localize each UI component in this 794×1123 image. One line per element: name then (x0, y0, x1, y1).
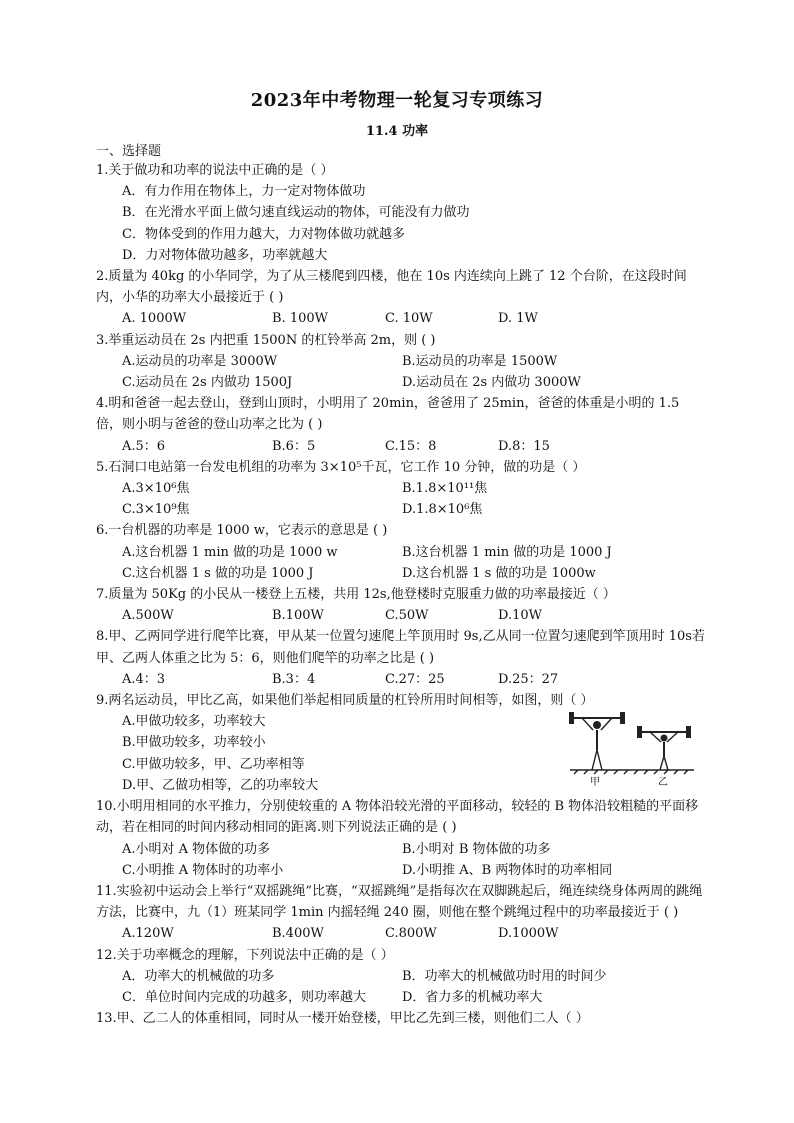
question-text: 3.举重运动员在 2s 内把重 1500N 的杠铃举高 2m，则 ( ) (96, 332, 436, 348)
question-5 (96, 457, 706, 521)
head-a (593, 721, 601, 729)
option-list (96, 351, 706, 393)
leg-a-left (592, 750, 597, 770)
option-a: A.甲做功较多，功率较大 (122, 714, 266, 730)
plate-a-right (620, 712, 625, 724)
option-a: A.3×10⁶焦 (122, 481, 190, 497)
option-a: A．功率大的机械做的功多 (122, 968, 275, 984)
option-b: B. 100W (272, 311, 328, 327)
question-text: 8.甲、乙两同学进行爬竿比赛，甲从某一位置匀速爬上竿顶用时 9s,乙从同一位置匀速爬到竿顶用时 10s若甲、乙两人体重之比为 5：6，则他们爬竿的功率之比是 ( ) (96, 629, 705, 666)
question-list (96, 160, 706, 1029)
question-9 (96, 690, 706, 796)
option-d: D．力对物体做功越多，功率就越大 (122, 247, 328, 263)
option-b: B.6：5 (272, 438, 316, 454)
option-c: C.这台机器 1 s 做的功是 1000 J (122, 565, 314, 581)
option-list (96, 605, 706, 626)
option-d: D.甲、乙做功相等，乙的功率较大 (122, 777, 319, 793)
option-list (96, 669, 706, 690)
option-list (96, 436, 706, 457)
option-a: A. 1000W (122, 311, 187, 327)
option-list (96, 839, 706, 881)
section-heading: 一、选择题 (96, 144, 162, 159)
option-c: C. 10W (385, 311, 433, 327)
option-list (96, 966, 706, 1008)
question-1 (96, 160, 706, 266)
option-b: B．功率大的机械做功时用的时间少 (402, 968, 607, 984)
figure-label-a: 甲 (590, 777, 600, 789)
arm-b-right (667, 732, 678, 742)
option-b: B.甲做功较多，功率较小 (122, 735, 266, 751)
option-list (96, 478, 706, 520)
option-c: C．单位时间内完成的功越多，则功率越大 (122, 989, 366, 1005)
weightlifters-illustration (566, 710, 698, 786)
question-text: 2.质量为 40kg 的小华同学，为了从三楼爬到四楼，他在 10s 内连续向上跳了 12 个台阶，在这段时间内，小华的功率大小最接近于 ( ) (96, 269, 687, 306)
option-a: A.这台机器 1 min 做的功是 1000 w (122, 544, 338, 560)
question-4 (96, 393, 706, 457)
option-c: C.甲做功较多，甲、乙功率相等 (122, 756, 305, 772)
plate-b-right (686, 726, 691, 738)
question-text: 12.关于功率概念的理解，下列说法中正确的是（ ） (96, 947, 394, 963)
option-d: D.1.8×10⁶焦 (402, 502, 483, 518)
option-list (96, 308, 706, 329)
option-b: B.小明对 B 物体做的功多 (402, 841, 551, 857)
weightlifters-figure (566, 710, 698, 789)
option-c: C.800W (385, 926, 437, 942)
question-8 (96, 626, 706, 690)
question-3 (96, 330, 706, 394)
option-c: C.3×10⁹焦 (122, 502, 190, 518)
option-c: C.运动员在 2s 内做功 1500J (122, 375, 293, 391)
option-a: A.500W (122, 608, 174, 624)
option-a: A.5：6 (122, 438, 166, 454)
option-b: B.这台机器 1 min 做的功是 1000 J (402, 544, 612, 560)
option-d: D.这台机器 1 s 做的功是 1000w (402, 565, 596, 581)
option-a: A．有力作用在物体上，力一定对物体做功 (122, 184, 366, 200)
option-d: D.运动员在 2s 内做功 3000W (402, 375, 581, 391)
question-11 (96, 881, 706, 945)
option-d: D.25：27 (498, 671, 559, 687)
option-b: B.400W (272, 926, 324, 942)
leg-b-right (664, 756, 668, 770)
question-2 (96, 266, 706, 330)
arm-a-left (582, 718, 593, 730)
option-d: D.小明推 A、B 两物体时的功率相同 (402, 862, 613, 878)
option-d: D.1000W (498, 926, 559, 942)
option-b: B.3：4 (272, 671, 316, 687)
question-text: 9.两名运动员，甲比乙高，如果他们举起相同质量的杠铃所用时间相等，如图，则（ ） (96, 693, 594, 709)
page-title: 2023年中考物理一轮复习专项练习 (250, 90, 544, 111)
figure-label-b: 乙 (658, 777, 668, 789)
option-b: B．在光滑水平面上做匀速直线运动的物体，可能没有力做功 (122, 205, 470, 221)
question-text: 6.一台机器的功率是 1000 w，它表示的意思是 ( ) (96, 523, 388, 539)
question-text: 10.小明用相同的水平推力，分别使较重的 A 物体沿较光滑的平面移动，较轻的 B 物体沿较粗糙的平面移动，若在相同的时间内移动相同的距离.则下列说法正确的是 ( ) (96, 799, 699, 836)
question-text: 7.质量为 50Kg 的小民从一楼登上五楼，共用 12s,他登楼时克服重力做的功率最接近（ ） (96, 587, 616, 603)
option-list (96, 542, 706, 584)
option-c: C.27：25 (385, 671, 445, 687)
question-text: 11.实验初中运动会上举行“双摇跳绳”比赛，“双摇跳绳”是指每次在双脚跳起后，绳连续绕身体两周的跳绳方法，比赛中，九（1）班某同学 1min 内摇轻绳 240 圈，则他在整个跳绳过程中的功率最接近于 ( ) (96, 883, 703, 921)
question-12 (96, 945, 706, 1009)
leg-b-left (660, 756, 664, 770)
head-b (661, 735, 668, 742)
option-a: A.120W (122, 926, 174, 942)
plate-a-left (569, 712, 574, 724)
arm-a-right (601, 718, 612, 730)
question-text: 13.甲、乙二人的体重相同，同时从一楼开始登楼，甲比乙先到三楼，则他们二人（ ） (96, 1011, 589, 1027)
question-text: 5.石洞口电站第一台发电机组的功率为 3×10⁵千瓦，它工作 10 分钟，做的功是（ ） (96, 459, 586, 475)
question-7 (96, 584, 706, 626)
arm-b-left (650, 732, 661, 742)
option-list (96, 923, 706, 944)
option-b: B.运动员的功率是 1500W (402, 353, 558, 369)
option-c: C.50W (385, 608, 429, 624)
option-d: D.8：15 (498, 438, 550, 454)
option-a: A.小明对 A 物体做的功多 (122, 841, 271, 857)
option-c: C.小明推 A 物体时的功率小 (122, 862, 284, 878)
plate-b-left (637, 726, 642, 738)
option-b: B.1.8×10¹¹焦 (402, 481, 488, 497)
option-d: D.10W (498, 608, 542, 624)
question-text: 4.明和爸爸一起去登山，登到山顶时，小明用了 20min，爸爸用了 25min，爸爸的体重是小明的 1.5 倍，则小明与爸爸的登山功率之比为 ( ) (96, 396, 680, 433)
option-d: D．省力多的机械功率大 (402, 989, 543, 1005)
question-13 (96, 1008, 706, 1029)
question-10 (96, 796, 706, 881)
option-d: D. 1W (498, 311, 538, 327)
option-b: B.100W (272, 608, 324, 624)
question-text: 1.关于做功和功率的说法中正确的是（ ） (96, 163, 334, 178)
leg-a-right (597, 750, 602, 770)
option-list (96, 181, 706, 266)
option-a: A.4：3 (122, 671, 166, 687)
question-6 (96, 520, 706, 584)
page-subtitle: 11.4 功率 (365, 124, 429, 139)
option-c: C．物体受到的作用力越大，力对物体做功就越多 (122, 226, 405, 242)
option-a: A.运动员的功率是 3000W (122, 353, 278, 369)
option-c: C.15：8 (385, 438, 437, 454)
